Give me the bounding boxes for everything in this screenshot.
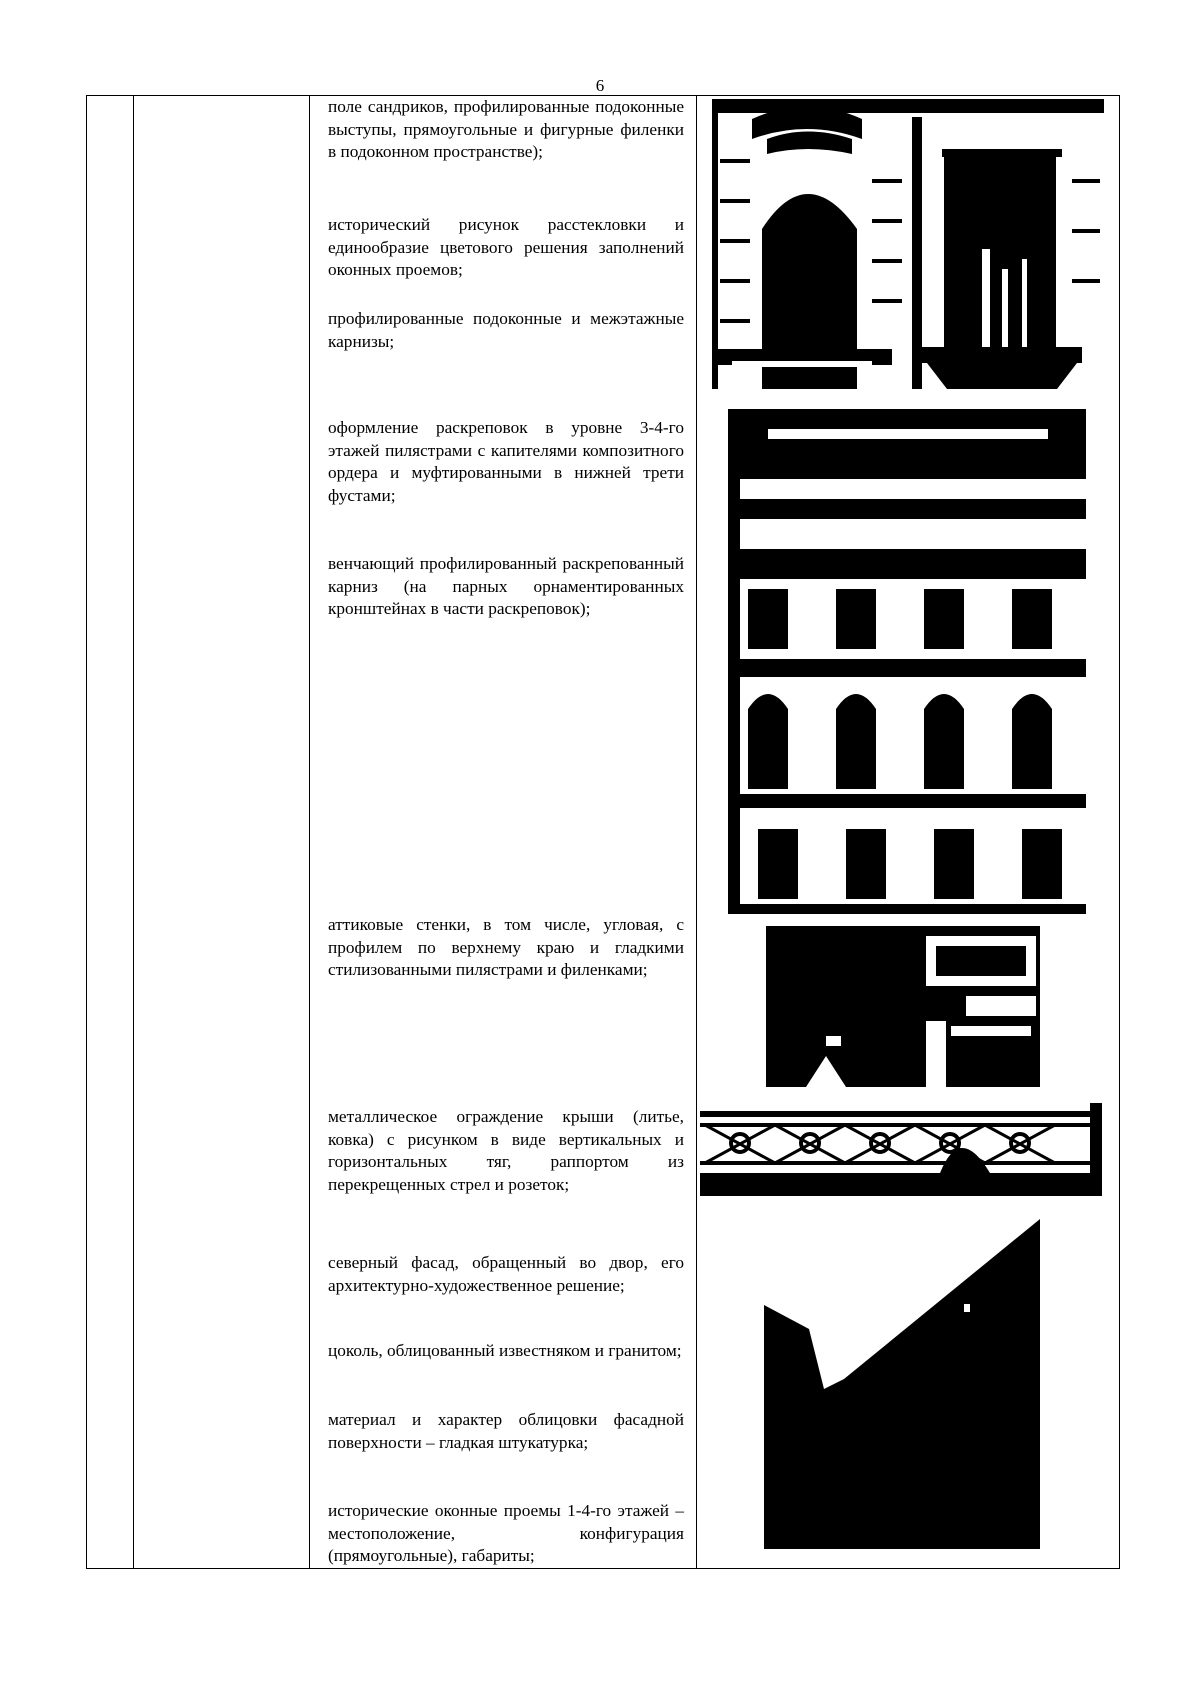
roof-railing-photo <box>700 1103 1102 1196</box>
list-item: металлическое ограждение крыши (литье, ковка) с рисунком в виде вертикальных и горизонтальных тяг, раппортом из перекрещенных стрел и розеток; <box>328 1107 684 1194</box>
column-divider <box>309 96 310 1568</box>
list-item: венчающий профилированный раскрепованный карниз (на парных орнаментированных кронштейнах в части раскреповок); <box>328 554 684 619</box>
facade-pilasters-photo <box>728 409 1086 914</box>
page-number: 6 <box>595 76 605 95</box>
list-item: материал и характер облицовки фасадной поверхности – гладкая штукатурка; <box>328 1410 684 1452</box>
facade-window-photo <box>712 99 1104 389</box>
north-facade-photo <box>764 1219 1040 1549</box>
attic-wall-photo <box>766 926 1040 1087</box>
list-item: цоколь, облицованный известняком и гранитом; <box>328 1341 682 1360</box>
list-item: исторические оконные проемы 1-4-го этажей – местоположение, конфигурация (прямоугольные), габариты; <box>328 1501 684 1566</box>
list-item: профилированные подоконные и межэтажные карнизы; <box>328 309 684 351</box>
list-item: аттиковые стенки, в том числе, угловая, с профилем по верхнему краю и гладкими стилизованными пилястрами и филенками; <box>328 915 684 980</box>
column-divider <box>696 96 697 1568</box>
list-item: северный фасад, обращенный во двор, его архитектурно-художественное решение; <box>328 1253 684 1295</box>
list-item: оформление раскреповок в уровне 3-4-го этажей пилястрами с капителями композитного ордера и муфтированными в нижней трети фустами; <box>328 418 684 505</box>
list-item: исторический рисунок расстекловки и единообразие цветового решения заполнений оконных проемов; <box>328 215 684 280</box>
list-item: поле сандриков, профилированные подоконные выступы, прямоугольные и фигурные филенки в подоконном пространстве); <box>328 97 684 162</box>
column-divider <box>133 96 134 1568</box>
